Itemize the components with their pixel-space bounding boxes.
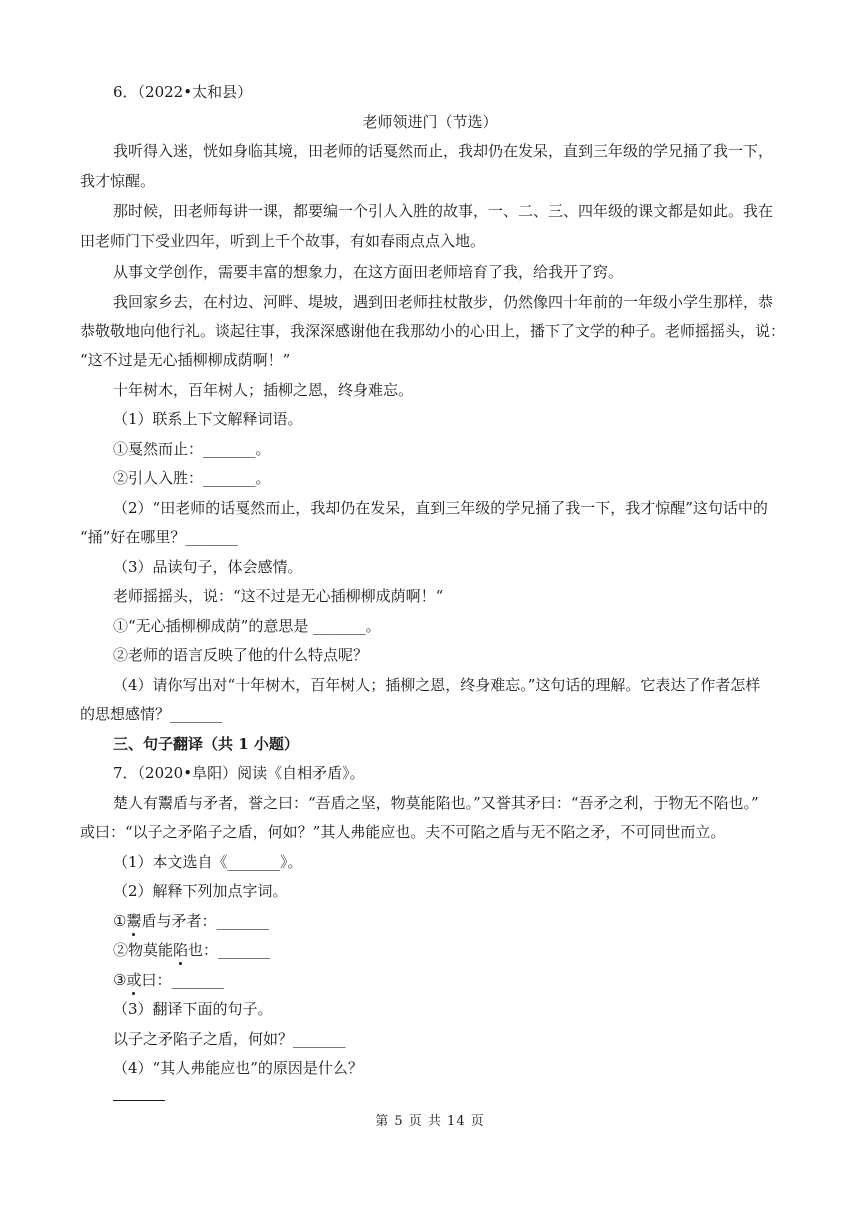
passage-paragraph: “这不过是无心插柳柳成荫啊！” bbox=[80, 351, 291, 369]
sub-question: （4）请你写出对“十年树木，百年树人；插柳之恩，终身难忘。”这句话的理解。它表达了作者怎样 bbox=[113, 676, 761, 694]
item-text: 盾与矛者：_______ bbox=[141, 912, 269, 930]
sub-question-item: ①“无心插柳柳成荫”的意思是 _______。 bbox=[113, 617, 381, 635]
sub-question: （4）“其人弗能应也”的原因是什么？ bbox=[113, 1059, 363, 1077]
sub-question: （3）翻译下面的句子。 bbox=[113, 1000, 273, 1018]
item-prefix: ②物莫能 bbox=[113, 941, 174, 959]
dotted-character: 或 bbox=[126, 971, 142, 989]
answer-blank bbox=[113, 1100, 165, 1101]
dotted-character: 鬻 bbox=[126, 912, 142, 930]
passage-paragraph: 楚人有鬻盾与矛者，誉之曰：“吾盾之坚，物莫能陷也。”又誉其矛曰：“吾矛之利，于物无不陷也。” bbox=[113, 794, 759, 812]
passage-paragraph: 从事文学创作，需要丰富的想象力，在这方面田老师培育了我，给我开了窍。 bbox=[113, 263, 624, 281]
sub-question-item bbox=[113, 970, 793, 990]
sub-question: 的思想感情？_______ bbox=[80, 705, 223, 723]
dotted-character: 陷 bbox=[173, 941, 189, 959]
passage-paragraph: 或曰：“以子之矛陷子之盾，何如？”其人弗能应也。夫不可陷之盾与无不陷之矛，不可同世而立。 bbox=[80, 823, 726, 841]
passage-paragraph: 我回家乡去，在村边、河畔、堤坡，遇到田老师拄杖散步，仍然像四十年前的一年级小学生那样，恭 bbox=[113, 293, 774, 311]
sub-question: （2）“田老师的话戛然而止，我却仍在发呆，直到三年级的学兄捅了我一下，我才惊醒”这句话中的 bbox=[113, 499, 768, 517]
sub-question-item bbox=[113, 940, 793, 960]
item-text: 曰：_______ bbox=[141, 971, 224, 989]
page-footer: 第 5 页 共 14 页 bbox=[375, 1114, 485, 1129]
question-6-header: 6．（2022•太和县） bbox=[113, 83, 253, 101]
item-prefix: ③ bbox=[113, 971, 127, 989]
passage-paragraph: 那时候，田老师每讲一课，都要编一个引人入胜的故事，一、二、三、四年级的课文都是如此。我在 bbox=[113, 202, 774, 220]
passage-paragraph: 我听得入迷，恍如身临其境，田老师的话戛然而止，我却仍在发呆，直到三年级的学兄捅了我一下， bbox=[113, 142, 774, 160]
sub-question: （3）品读句子，体会感情。 bbox=[113, 558, 303, 576]
passage-title: 老师领进门（节选） bbox=[362, 113, 498, 131]
passage-paragraph: 田老师门下受业四年，听到上千个故事，有如春雨点点入地。 bbox=[80, 232, 486, 250]
quoted-sentence: 老师摇摇头，说：“这不过是无心插柳柳成荫啊！“ bbox=[113, 587, 444, 605]
section-heading: 三、句子翻译（共 1 小题） bbox=[113, 735, 299, 753]
question-7-header: 7．（2020•阜阳）阅读《自相矛盾》。 bbox=[113, 764, 365, 782]
sub-question-item: ②老师的语言反映了他的什么特点呢？ bbox=[113, 646, 369, 664]
sub-question: （2）解释下列加点字词。 bbox=[113, 882, 288, 900]
sentence-to-translate: 以子之矛陷子之盾，何如？_______ bbox=[113, 1030, 346, 1048]
item-text: 也：_______ bbox=[188, 941, 271, 959]
item-prefix: ① bbox=[113, 912, 127, 930]
passage-paragraph: 恭敬敬地向他行礼。谈起往事，我深深感谢他在我那幼小的心田上，播下了文学的种子。老师摇摇头，说： bbox=[80, 322, 786, 340]
sub-question-item: ②引人入胜：_______。 bbox=[113, 469, 271, 487]
passage-paragraph: 我才惊醒。 bbox=[80, 172, 156, 190]
sub-question-item: ①戛然而止：_______。 bbox=[113, 440, 271, 458]
sub-question-item bbox=[113, 911, 793, 931]
passage-paragraph: 十年树木，百年树人；插柳之恩，终身难忘。 bbox=[113, 381, 414, 399]
sub-question: “捅”好在哪里？_______ bbox=[80, 528, 238, 546]
sub-question: （1）本文选自《_______》。 bbox=[113, 853, 303, 871]
sub-question: （1）联系上下文解释词语。 bbox=[113, 410, 303, 428]
